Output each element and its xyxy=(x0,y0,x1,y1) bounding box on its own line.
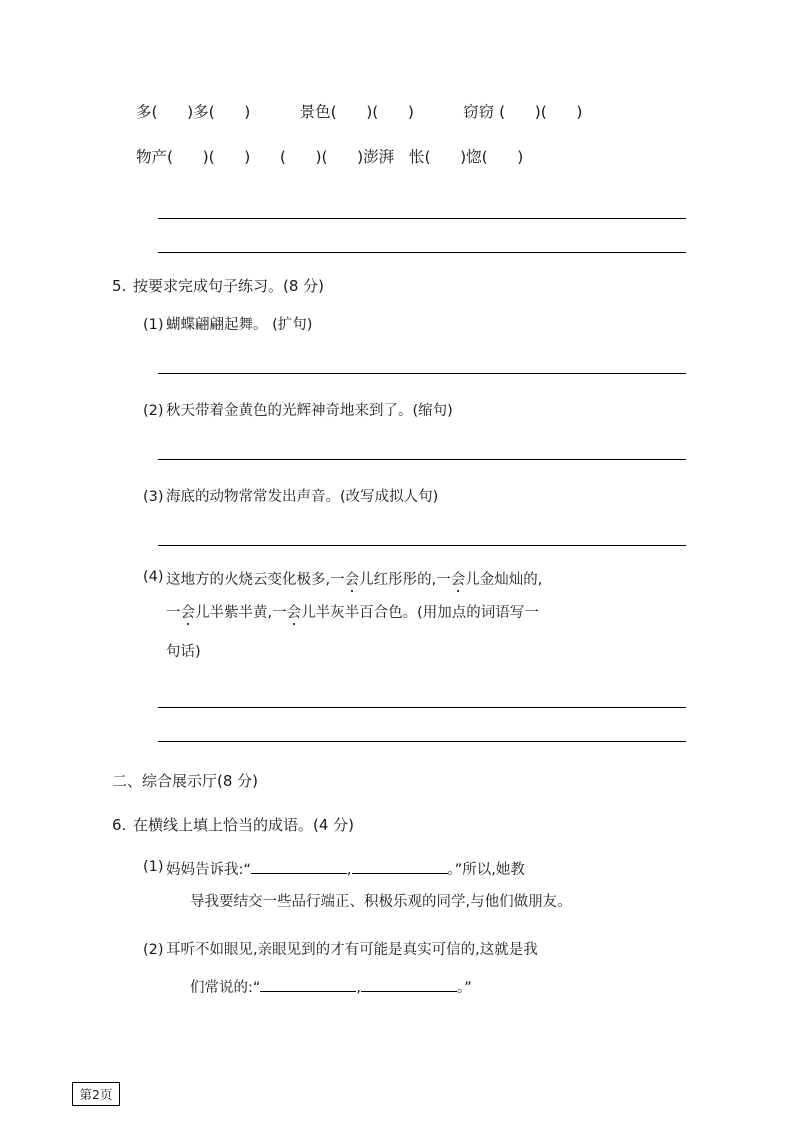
question-5-number: 5. xyxy=(112,277,127,295)
question-6-item-1-label: (1) xyxy=(143,859,164,875)
question-5-item-4-text xyxy=(166,565,676,595)
q5-4-line1-e: 金灿灿的, xyxy=(479,572,543,588)
q6-1-prefix: 妈妈告诉我:“ xyxy=(166,862,251,878)
q5-4-line2-b: 半紫半黄, xyxy=(209,605,273,621)
question-5-item-4-text-line3: 句话) xyxy=(166,644,201,660)
question-5-item-1-text: 蝴蝶翩翩起舞。 (扩句) xyxy=(166,317,313,333)
q6-1-suffix: 。”所以,她教 xyxy=(447,862,525,878)
q5-4-emphasis-3: 一会儿 xyxy=(166,605,210,621)
question-6-item-2-label: (2) xyxy=(143,942,164,958)
question-5-item-2-text: 秋天带着金黄色的光辉神奇地来到了。(缩句) xyxy=(166,403,453,419)
answer-line xyxy=(158,252,686,253)
question-5-item-2-label: (2) xyxy=(143,403,164,419)
question-5-item-4-text-line2 xyxy=(166,598,676,628)
page-label: 第2页 xyxy=(72,1082,120,1106)
answer-line xyxy=(158,373,686,374)
q5-4-line2-d: 半灰半百合色。(用加点的词语写一 xyxy=(315,605,539,621)
question-5-title: 按要求完成句子练习。(8 分) xyxy=(133,277,325,295)
q6-1-blank-1[interactable] xyxy=(251,873,347,874)
q5-4-emphasis-2: 一会儿 xyxy=(436,572,480,588)
q6-2-suffix: 。” xyxy=(457,980,472,996)
q5-4-line1-c: 红彤彤的, xyxy=(373,572,437,588)
word-blank-line-2: 物产( )( ) ( )( )澎湃 怅( )惚( ) xyxy=(136,148,524,166)
answer-line xyxy=(158,218,686,219)
question-5-item-3-text: 海底的动物常常发出声音。(改写成拟人句) xyxy=(166,489,439,505)
q6-2-blank-2[interactable] xyxy=(361,991,457,992)
word-blank-line-1: 多( )多( ) 景色( )( ) 窃窃 ( )( ) xyxy=(136,103,583,121)
q6-1-blank-2[interactable] xyxy=(352,873,448,874)
question-6-item-1-line2: 导我要结交一些品行端正、积极乐观的同学,与他们做朋友。 xyxy=(190,894,572,910)
q5-4-emphasis-4: 一会儿 xyxy=(272,605,316,621)
question-6-item-2-line2 xyxy=(190,973,690,1003)
q6-2-blank-1[interactable] xyxy=(260,991,356,992)
q6-2-prefix: 们常说的:“ xyxy=(190,980,261,996)
answer-line xyxy=(158,459,686,460)
question-5-item-1-label: (1) xyxy=(143,317,164,333)
question-5-item-3-label: (3) xyxy=(143,489,164,505)
answer-line xyxy=(158,741,686,742)
question-6-item-1-line1 xyxy=(166,855,686,885)
question-6-title: 在横线上填上恰当的成语。(4 分) xyxy=(133,816,355,834)
question-6-item-2-line1: 耳听不如眼见,亲眼见到的才有可能是真实可信的,这就是我 xyxy=(166,942,538,958)
question-6-number: 6. xyxy=(112,816,127,834)
q5-4-line1-a: 这地方的火烧云变化极多, xyxy=(166,572,331,588)
answer-line xyxy=(158,545,686,546)
section-2-heading: 二、综合展示厅(8 分) xyxy=(112,772,259,790)
q6-1-mid: , xyxy=(346,862,352,878)
q5-4-emphasis-1: 一会儿 xyxy=(330,572,374,588)
q6-2-mid: , xyxy=(356,980,362,996)
answer-line xyxy=(158,707,686,708)
question-5-item-4-label: (4) xyxy=(143,569,164,585)
